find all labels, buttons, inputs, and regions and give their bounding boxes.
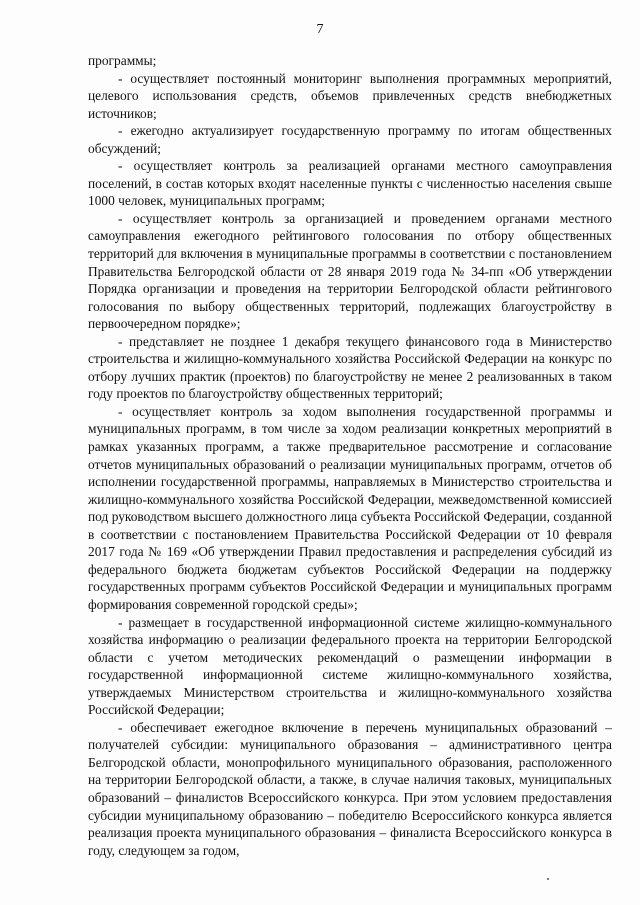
list-item-paragraph: - осуществляет контроль за реализацией органами местного самоуправления поселений, в состав которых входят населенные пункты с численностью населения свыше 1000 человек, муниципальных программ; <box>88 158 612 209</box>
document-body <box>88 52 612 859</box>
paragraph: программы; <box>88 53 157 68</box>
scan-speck <box>547 878 549 880</box>
list-item-paragraph: - осуществляет постоянный мониторинг выполнения программных мероприятий, целевого использования средств, объемов привлеченных средств внебюджетных источников; <box>88 70 612 121</box>
list-item-paragraph: - ежегодно актуализирует государственную программу по итогам общественных обсуждений; <box>88 123 612 156</box>
list-item-paragraph: - представляет не позднее 1 декабря текущего финансового года в Министерство строительства и жилищно-коммунального хозяйства Российской Федерации на конкурс по отбору лучших практик (проектов) по благоустройству не менее 2 реализованных в таком году проектов по благоустройству общественных территорий; <box>88 333 612 402</box>
list-item-paragraph: - осуществляет контроль за ходом выполнения государственной программы и муниципальных программ, в том числе за ходом реализации конкретных мероприятий в рамках указанных программ, а также предварительное рассмотрение и согласование отчетов муниципальных образований о реализации муниципальных программ, отчетов об исполнении государственной программы, направляемых в Министерство строительства и жилищно-коммунального хозяйства Российской Федерации, межведомственной комиссией под руководством высшего должностного лица субъекта Российской Федерации, созданной в соответствии с постановлением Правительства Российской Федерации от 10 февраля 2017 года № 169 «Об утверждении Правил предоставления и распределения субсидий из федерального бюджета бюджетам субъектов Российской Федерации на поддержку государственных программ субъектов Российской Федерации и муниципальных программ формирования современной городской среды»; <box>88 403 612 612</box>
page-number: 7 <box>316 22 324 37</box>
list-item-paragraph: - размещает в государственной информационной системе жилищно-коммунального хозяйства информацию о реализации федерального проекта на территории Белгородской области с учетом методических рекомендаций о размещении информации в государственной информационной системе жилищно-коммунального хозяйства, утверждаемых Министерством строительства и жилищно-коммунального хозяйства Российской Федерации; <box>88 614 612 718</box>
list-item-paragraph: - обеспечивает ежегодное включение в перечень муниципальных образований – получателей субсидии: муниципального образования – административного центра Белгородской области, монопрофильного муниципального образования, расположенного на территории Белгородской области, а также, в случае наличия таковых, муниципальных образований – финалистов Всероссийского конкурса. При этом условием предоставления субсидии муниципальному образованию – победителю Всероссийского конкурса является реализация проекта муниципального образования – финалиста Всероссийского конкурса в году, следующем за годом, <box>88 719 612 858</box>
list-item-paragraph: - осуществляет контроль за организацией и проведением органами местного самоуправления ежегодного рейтингового голосования по отбору общественных территорий для включения в муниципальные программы в соответствии с постановлением Правительства Белгородской области от 28 января 2019 года № 34-пп «Об утверждении Порядка организации и проведения на территории Белгородской области рейтингового голосования по выбору общественных территорий, подлежащих благоустройству в первоочередном порядке»; <box>88 210 612 332</box>
